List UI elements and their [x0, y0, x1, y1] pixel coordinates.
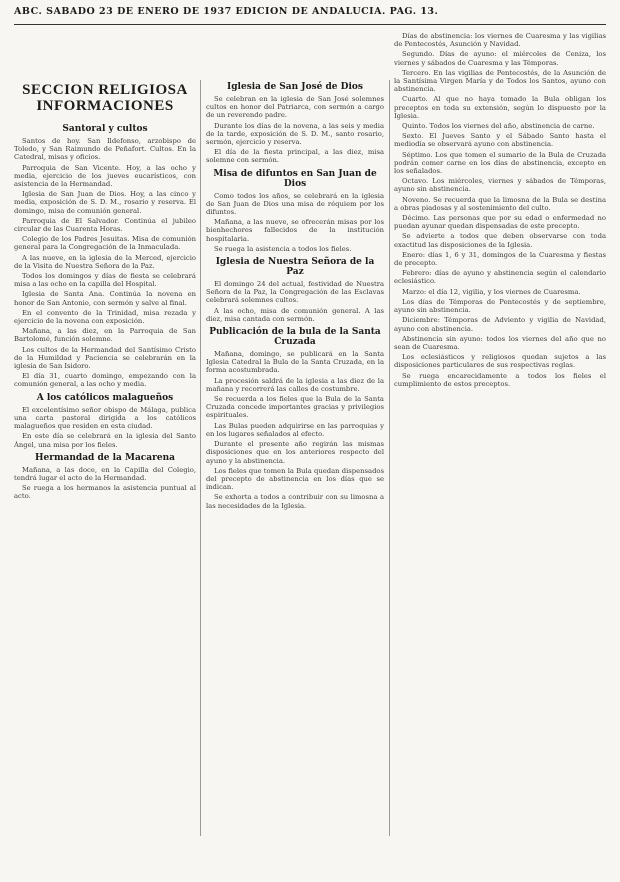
- article-body: Mañana, domingo, se publicará en la Santa Iglesia Catedral la Bula de la Santa Cruzada, en la forma acostumbrada. La procesión saldrá de la iglesia a las diez de la mañana y recorrerá las calles de costumbre. Se recuerda a los fieles que la Bula de la Santa Cruzada concede importantes gracias y privilegios espirituales. Las Bulas pueden adquirirse en las parroquias y en los lugares señalados al efecto. Durante el presente año regirán las mismas disposiciones que en los anteriores respecto del ayuno y la abstinencia. Los fieles que tomen la Bula quedan dispensados del precepto de abstinencia en los días que se indican. Se exhorta a todos a contribuir con su limosna a las necesidades de la Iglesia.: [206, 350, 384, 510]
- article-body: El domingo 24 del actual, festividad de Nuestra Señora de la Paz, la Congregación de las Esclavas celebrará solemnes cultos. A las ocho, misa de comunión general. A las diez, misa cantada con sermón.: [206, 280, 384, 323]
- article-heading: A los católicos malagueños: [36, 392, 174, 403]
- article-body: Santos de hoy. San Ildefonso, arzobispo de Toledo, y San Raimundo de Peñafort. Cultos. En la Catedral, misas y oficios. Parroquia de San Vicente. Hoy, a las ocho y media, ejercicio de los jueves eucarísticos, con asistencia de la Hermandad. Iglesia de San Juan de Dios. Hoy, a las cinco y media, exposición de S. D. M., rosario y reserva. El domingo, misa de comunión general. Parroquia de El Salvador. Continúa el jubileo circular de las Cuarenta Horas. Colegio de los Padres Jesuitas. Misa de comunión general para la Congregación de la Inmaculada. A las nueve, en la iglesia de la Merced, ejercicio de la Visita de Nuestra Señora de la Paz. Todos los domingos y días de fiesta se celebrará misa a las ocho en la capilla del Hospital. Iglesia de Santa Ana. Continúa la novena en honor de San Antonio, con sermón y salve al final. En el convento de la Trinidad, misa rezada y ejercicio de la novena con exposición. Mañana, a las diez, en la Parroquia de San Bartolomé, función solemne. Los cultos de la Hermandad del Santísimo Cristo de la Humildad y Paciencia se celebrarán en la iglesia de San Isidoro. El día 31, cuarto domingo, empezando con la comunión general, a las ocho y media.: [14, 137, 196, 389]
- article-heading: Iglesia de Nuestra Señora de la Paz: [215, 257, 375, 278]
- article-body: Como todos los años, se celebrará en la iglesia de San Juan de Dios una misa de réquiem por los difuntos. Mañana, a las nueve, se ofrecerán misas por los bienhechores fallecidos de la institución hospitalaria. Se ruega la asistencia a todos los fieles.: [206, 191, 384, 253]
- article-heading: Publicación de la bula de la Santa Cruzada: [209, 327, 381, 348]
- article-heading: Santoral y cultos: [62, 124, 148, 134]
- column-2: [206, 78, 384, 840]
- article-heading: Misa de difuntos en San Juan de Dios: [213, 168, 377, 189]
- column-divider: [389, 80, 390, 836]
- header-rule: [14, 24, 606, 25]
- article-heading: Hermandad de la Macarena: [35, 452, 175, 463]
- article-body: Días de abstinencia: los viernes de Cuaresma y las vigilias de Pentecostés, Asunción y Navidad. Segundo. Días de ayuno: el miércoles de Ceniza, los viernes y sábados de Cuaresma y las Témporas. Tercero. En las vigilias de Pentecostés, de la Asunción de la Santísima Virgen María y de Todos los Santos, ayuno con abstinencia. Cuarto. Al que no haya tomado la Bula obligan los preceptos en toda su extensión, según lo dispuesto por la Iglesia. Quinto. Todos los viernes del año, abstinencia de carne. Sexto. El Jueves Santo y el Sábado Santo hasta el mediodía se observará ayuno con abstinencia. Séptimo. Los que tomen el sumario de la Bula de Cruzada podrán comer carne en los días de abstinencia, excepto en los señalados. Octavo. Los miércoles, viernes y sábados de Témporas, ayuno sin abstinencia. Noveno. Se recuerda que la limosna de la Bula se destina a obras piadosas y al sostenimiento del culto. Décimo. Las personas que por su edad o enfermedad no puedan ayunar quedan dispensadas de este precepto. Se advierte a todos que deben observarse con toda exactitud las disposiciones de la Iglesia. Enero: días 1, 6 y 31, domingos de la Cuaresma y fiestas de precepto. Febrero: días de ayuno y abstinencia según el calendario eclesiástico. Marzo: el día 12, vigilia, y los viernes de Cuaresma. Los días de Témporas de Pentecostés y de septiembre, ayuno sin abstinencia. Diciembre: Témporas de Adviento y vigilia de Navidad, ayuno con abstinencia. Abstinencia sin ayuno: todos los viernes del año que no sean de Cuaresma. Los eclesiásticos y religiosos quedan sujetos a las disposiciones particulares de sus respectivas reglas. Se ruega encarecidamente a todos los fieles el cumplimiento de estos preceptos.: [394, 32, 606, 388]
- article-body: Se celebran en la iglesia de San José solemnes cultos en honor del Patriarca, con sermón a cargo de un reverendo padre. Durante los días de la novena, a las seis y media de la tarde, exposición de S. D. M., santo rosario, sermón, ejercicio y reserva. El día de la fiesta principal, a las diez, misa solemne con sermón.: [206, 95, 384, 165]
- article-body: Mañana, a las doce, en la Capilla del Colegio, tendrá lugar el acto de la Hermandad. Se ruega a los hermanos la asistencia puntual al acto.: [14, 465, 196, 501]
- article-heading: Iglesia de San José de Dios: [227, 82, 363, 92]
- article-body: El excelentísimo señor obispo de Málaga, publica una carta pastoral dirigida a los católicos malagueños que residen en esta ciudad. En este día se celebrará en la iglesia del Santo Ángel, una misa por los fieles.: [14, 405, 196, 449]
- page-header: ABC. SABADO 23 DE ENERO DE 1937 EDICION DE ANDALUCIA. PAG. 13.: [14, 6, 439, 17]
- column-divider: [200, 80, 201, 836]
- section-title: SECCION RELIGIOSA INFORMACIONES: [22, 82, 188, 114]
- column-1: [14, 120, 196, 882]
